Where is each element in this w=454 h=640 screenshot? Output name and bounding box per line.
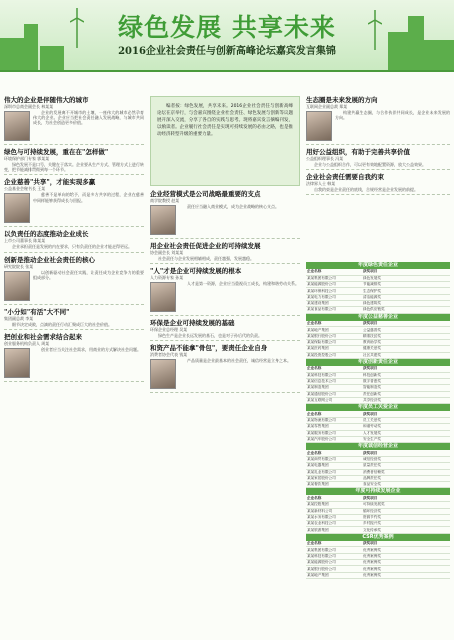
ranking-header: 企业名称 — [306, 411, 362, 417]
speaker-photo — [4, 271, 30, 301]
ranking-cell: 某某投资控股公司 — [306, 352, 362, 358]
article-title: 环保是企业可持续发展的基础 — [150, 319, 235, 328]
ranking-cell: 某某地产集团 — [306, 572, 362, 578]
speaker-photo — [150, 359, 176, 389]
ranking-row — [306, 572, 450, 578]
ranking-header: 获奖项目 — [362, 269, 450, 275]
ranking-cell: 共享经济奖 — [362, 397, 450, 403]
article — [4, 178, 144, 227]
article-byline: 消费者协会代表 钱某 — [150, 352, 188, 358]
ranking-header: 获奖项目 — [362, 450, 450, 456]
ranking-cell: 某某餐饮集团 — [306, 482, 362, 488]
ranking-header: 获奖项目 — [362, 495, 450, 501]
ranking-list — [306, 321, 450, 359]
article-separator — [4, 381, 144, 382]
ranking-cell: 某某制造集团 — [306, 385, 362, 391]
ranking-cell: 品牌责任奖 — [362, 475, 450, 481]
article-text: 人才是第一资源，企业应当重视员工成长，构建和谐劳动关系。 — [187, 281, 299, 287]
ranking-cell: 资源节约奖 — [362, 514, 450, 520]
ranking-cell: 生态保护奖 — [362, 288, 450, 294]
ranking-cell: 绿色建筑奖 — [362, 300, 450, 306]
ranking-cell: 某某水务有限公司 — [306, 514, 362, 520]
right-column — [306, 96, 450, 256]
ranking-cell: 某某零售集团 — [306, 424, 362, 430]
article-separator — [150, 263, 300, 264]
ranking-row — [306, 482, 450, 488]
article-byline: 环境保护部门专家 郭某某 — [4, 156, 50, 161]
ranking-cell: 循环经济奖 — [362, 508, 450, 514]
article-title: 用企业社会责任促进企业的可持续发展 — [150, 242, 261, 250]
ranking-cell: 精准扶贫奖 — [362, 333, 450, 339]
article-byline: 公益组织理事长 冯某 — [306, 156, 344, 161]
article-text: 企业与公益组织合作，可以更有效地配置资源，放大公益效果。 — [314, 162, 426, 167]
ranking-section-title: 年度员工关爱企业 — [306, 404, 450, 411]
ranking-cell: 某某集团有限公司 — [306, 275, 362, 281]
article-text: 以创新驱动社会责任实践，让责任成为企业竞争力的重要组成部分。 — [33, 269, 144, 280]
article-text: 责任应当融入商业模式，成为企业战略的核心支点。 — [187, 204, 279, 209]
article-title: 伟大的企业是伴随伟大的城市 — [4, 96, 89, 104]
ranking-cell: 公益慈善奖 — [362, 327, 450, 333]
article-byline: 法律界人士 韩某 — [306, 181, 336, 187]
ranking-row — [306, 307, 450, 313]
article-byline: 协会副会长 刘某某 — [150, 250, 184, 255]
banner-title: 绿色发展 共享未来 — [118, 13, 336, 42]
ranking-cell: 优秀案例奖 — [362, 553, 450, 559]
article-separator — [4, 329, 144, 330]
ranking-cell: 某某控股集团 — [306, 502, 362, 508]
ranking-cell: 教育助学奖 — [362, 339, 450, 345]
ranking-cell: 某某通信股份公司 — [306, 391, 362, 397]
editor-note-text: 编者按：绿色发展，共享未来。2016企业社会责任与创新高峰论坛在京举行，与会嘉宾围绕企业社会责任、绿色发展与创新等议题展开深入交流，分享了各自的实践与思考。现将嘉宾发言摘编刊发，以飨读者。企业履行社会责任是实现可持续发展的必由之路，也是推动经济转型升级的重要力量。 — [157, 104, 293, 137]
ranking-cell: 绿色发展奖 — [362, 275, 450, 281]
editor-note — [150, 96, 300, 186]
article — [4, 333, 144, 382]
ranking-header: 企业名称 — [306, 269, 362, 275]
article-byline: 集团副总裁 李某 — [4, 315, 34, 321]
ranking-cell: 某某地产集团 — [306, 327, 362, 333]
article-byline: 互联网企业副总裁 郑某 — [306, 104, 348, 109]
speaker-photo — [4, 193, 30, 223]
article-title: 以负责任的态度推动企业成长 — [4, 230, 89, 239]
speaker-photo — [4, 111, 30, 141]
ranking-table — [306, 262, 450, 636]
article-separator — [4, 226, 144, 227]
speaker-photo — [150, 205, 176, 235]
ranking-row — [306, 397, 450, 403]
article-text: 创业者应当关注社会需求，用商业的方式解决社会问题。 — [41, 346, 141, 352]
ranking-cell: 质量责任奖 — [362, 463, 450, 469]
article-text: 绿色发展不是口号，关键在于落实。企业要从生产方式、管理方式上进行转变，把节能减排贯彻到每一个环节。 — [4, 162, 144, 173]
ranking-list — [306, 541, 450, 579]
ranking-cell: 某某汽车股份公司 — [306, 436, 362, 442]
ranking-list — [306, 495, 450, 533]
ranking-cell: 社区共建奖 — [362, 352, 450, 358]
ranking-cell: 安全生产奖 — [362, 436, 450, 442]
article-title: 用好公益组织，有助于完善共享价值 — [306, 148, 410, 156]
ranking-cell: 某某家居股份公司 — [306, 475, 362, 481]
article — [150, 267, 300, 316]
ranking-cell: 某某农业科技公司 — [306, 521, 362, 527]
article-text: 慈善不是单向的给予，而是多方共享的过程，企业在慈善中同样能够获得成长与回报。 — [33, 192, 144, 203]
ranking-row — [306, 527, 450, 533]
ranking-cell: 绿色供应链奖 — [362, 307, 450, 313]
article-separator — [4, 174, 144, 175]
ranking-cell: 某某商贸有限公司 — [306, 456, 362, 462]
article — [306, 148, 450, 170]
article-title: 把创业和社会需求结合起来 — [4, 332, 82, 341]
ranking-list — [306, 450, 450, 488]
ranking-cell: 某某乳业有限公司 — [306, 469, 362, 475]
article-text: 产品质量是企业最基本的社会责任，诚信经营是立身之本。 — [187, 358, 291, 364]
article — [4, 148, 144, 175]
ranking-list — [306, 366, 450, 404]
ranking-header: 企业名称 — [306, 450, 362, 456]
ranking-section-title: 年度诚信经营企业 — [306, 443, 450, 450]
ranking-cell: 某某集团有限公司 — [306, 547, 362, 553]
ranking-list — [306, 269, 450, 314]
article-separator — [150, 238, 300, 239]
article-text: 社会责任与企业发展相辅相成，责任越强，发展越稳。 — [158, 256, 254, 261]
divider — [0, 70, 454, 72]
ranking-cell: 和谐劳动奖 — [362, 424, 450, 430]
article-byline: 研究院院长 张某 — [4, 263, 34, 269]
ranking-section-title: 年度公益慈善企业 — [306, 314, 450, 321]
ranking-cell: 某某物流有限公司 — [306, 417, 362, 423]
ranking-section-title: 年度绿色责任企业 — [306, 262, 450, 269]
ranking-cell: 某某建设集团 — [306, 300, 362, 306]
article — [4, 96, 144, 145]
article-text: 绿色生产是企业长远发展的基石，也是对子孙后代的负责。 — [158, 333, 262, 339]
article-byline: 创业服务机构负责人 周某 — [4, 340, 50, 346]
ranking-cell: 某某互联网公司 — [306, 397, 362, 403]
ranking-cell: 优秀案例奖 — [362, 547, 450, 553]
article-byline: 上市公司董事长 陈某某 — [4, 238, 46, 244]
ranking-cell: 某某信息技术公司 — [306, 378, 362, 384]
article — [150, 344, 300, 393]
article-title: 企业社会责任需要自我约束 — [306, 173, 384, 182]
ranking-header: 获奖项目 — [362, 411, 450, 417]
ranking-cell: 科技创新奖 — [362, 372, 450, 378]
article-separator — [306, 144, 450, 145]
article — [4, 230, 144, 252]
left-column — [4, 96, 144, 636]
article-text: 自我约束是企业责任的底线，合规经营是企业发展的前提。 — [314, 187, 418, 193]
article-text: 企业承担责任是发展的内在要求，只有负责任的企业才能走得更远。 — [12, 244, 132, 250]
article-byline: 环保企业总经理 吴某 — [150, 327, 188, 333]
ranking-cell: 文化传承奖 — [362, 527, 450, 533]
ranking-cell: 某某银行股份公司 — [306, 333, 362, 339]
ranking-list — [306, 411, 450, 443]
article-title: 和资产品不能拿"骨包"，要责任企业自身 — [150, 344, 268, 353]
ranking-row — [306, 436, 450, 442]
ranking-cell: 健康关爱奖 — [362, 346, 450, 352]
ranking-header: 企业名称 — [306, 366, 362, 372]
ranking-cell: 清洁能源奖 — [362, 294, 450, 300]
ranking-cell: 智能制造奖 — [362, 385, 450, 391]
article — [4, 256, 144, 305]
ranking-row — [306, 352, 450, 358]
ranking-cell: 优秀案例奖 — [362, 566, 450, 572]
article — [4, 308, 144, 330]
article-separator — [4, 304, 144, 305]
article-title: 创新是推动企业社会责任的核心 — [4, 255, 95, 264]
article — [150, 190, 300, 239]
article-text: 细节决定成败，点滴的责任行动汇聚成巨大的社会价值。 — [12, 321, 112, 327]
ranking-cell: 某某环保科技公司 — [306, 288, 362, 294]
ranking-cell: 消费者信赖奖 — [362, 469, 450, 475]
ranking-cell: 数字普惠奖 — [362, 378, 450, 384]
ranking-cell: 某某电力有限公司 — [306, 294, 362, 300]
article — [306, 96, 450, 145]
article-separator — [150, 315, 300, 316]
ranking-cell: 某某服务有限公司 — [306, 430, 362, 436]
ranking-cell: 食品安全奖 — [362, 482, 450, 488]
article-title: "人"才是企业可持续发展的根本 — [150, 267, 242, 276]
article-byline: 深圳市总商会副会长 林某某 — [4, 104, 54, 109]
ranking-cell: 节能减排奖 — [362, 282, 450, 288]
ranking-cell: 可持续发展奖 — [362, 502, 450, 508]
ranking-header: 企业名称 — [306, 321, 362, 327]
article-title: 企业慈善"共享"，才能实现多赢 — [4, 178, 96, 187]
article-title: 生态圈是未来发展的方向 — [306, 96, 378, 104]
ranking-cell: 人才发展奖 — [362, 430, 450, 436]
article-separator — [150, 340, 300, 341]
ranking-cell: 某某电器集团 — [306, 463, 362, 469]
ranking-header: 获奖项目 — [362, 366, 450, 372]
ranking-cell: 乡村振兴奖 — [362, 521, 450, 527]
ranking-cell: 某某保险有限公司 — [306, 339, 362, 345]
ranking-cell: 某某科技有限公司 — [306, 372, 362, 378]
article-separator — [4, 252, 144, 253]
speaker-photo — [306, 111, 332, 141]
ranking-cell: 优秀案例奖 — [362, 572, 450, 578]
article-byline: 人力资源专家 孙某 — [150, 275, 184, 281]
ranking-cell: 员工关爱奖 — [362, 417, 450, 423]
ranking-cell: 某某能源股份公司 — [306, 282, 362, 288]
article-separator — [150, 392, 300, 393]
ranking-cell: 某某银行股份公司 — [306, 566, 362, 572]
article-text: 构建共赢生态圈，与合作伙伴共同成长，是企业未来发展的方向。 — [335, 110, 450, 121]
ranking-cell: 责任创新奖 — [362, 391, 450, 397]
ranking-cell: 某某医药集团 — [306, 346, 362, 352]
middle-column — [150, 190, 300, 636]
ranking-section-title: 年度可持续发展企业 — [306, 488, 450, 495]
ranking-header: 获奖项目 — [362, 321, 450, 327]
ranking-header: 企业名称 — [306, 495, 362, 501]
ranking-cell: 诚信经营奖 — [362, 456, 450, 462]
ranking-cell: 优秀案例奖 — [362, 560, 450, 566]
article-byline: 公益基金会秘书长 王某 — [4, 186, 46, 192]
article-title: "小分如"有活"大不同" — [4, 307, 70, 316]
ranking-cell: 某某能源股份公司 — [306, 560, 362, 566]
ranking-header: 企业名称 — [306, 541, 362, 547]
ranking-section-title: 年度创新责任企业 — [306, 359, 450, 366]
ranking-header: 获奖项目 — [362, 541, 450, 547]
article-separator — [306, 194, 450, 195]
ranking-cell: 某某科技有限公司 — [306, 553, 362, 559]
banner-subtitle: 2016企业社会责任与创新高峰论坛嘉宾发言集锦 — [118, 46, 336, 57]
ranking-cell: 某某食品有限公司 — [306, 307, 362, 313]
article-text: 企业的发展离不开城市的土壤，一座伟大的城市必然孕育伟大的企业。企业应当把社会责任融入发展战略，与城市共同成长，为社会创造更多价值。 — [33, 110, 144, 126]
speaker-photo — [4, 348, 30, 378]
article — [306, 173, 450, 195]
article-separator — [4, 144, 144, 145]
article-title: 绿色与可持续发展，重在在"怎样做" — [4, 148, 109, 156]
ranking-cell: 某某新材料公司 — [306, 508, 362, 514]
banner — [0, 0, 454, 72]
ranking-cell: 某某旅游集团 — [306, 527, 362, 533]
article-byline: 商学院教授 赵某 — [150, 198, 180, 203]
article-separator — [306, 169, 450, 170]
article — [150, 319, 300, 341]
article — [150, 242, 300, 264]
speaker-photo — [150, 282, 176, 312]
article-title: 企业经营模式是公司战略最重要的支点 — [150, 190, 261, 198]
ranking-section-title: CSR优秀案例 — [306, 534, 450, 541]
